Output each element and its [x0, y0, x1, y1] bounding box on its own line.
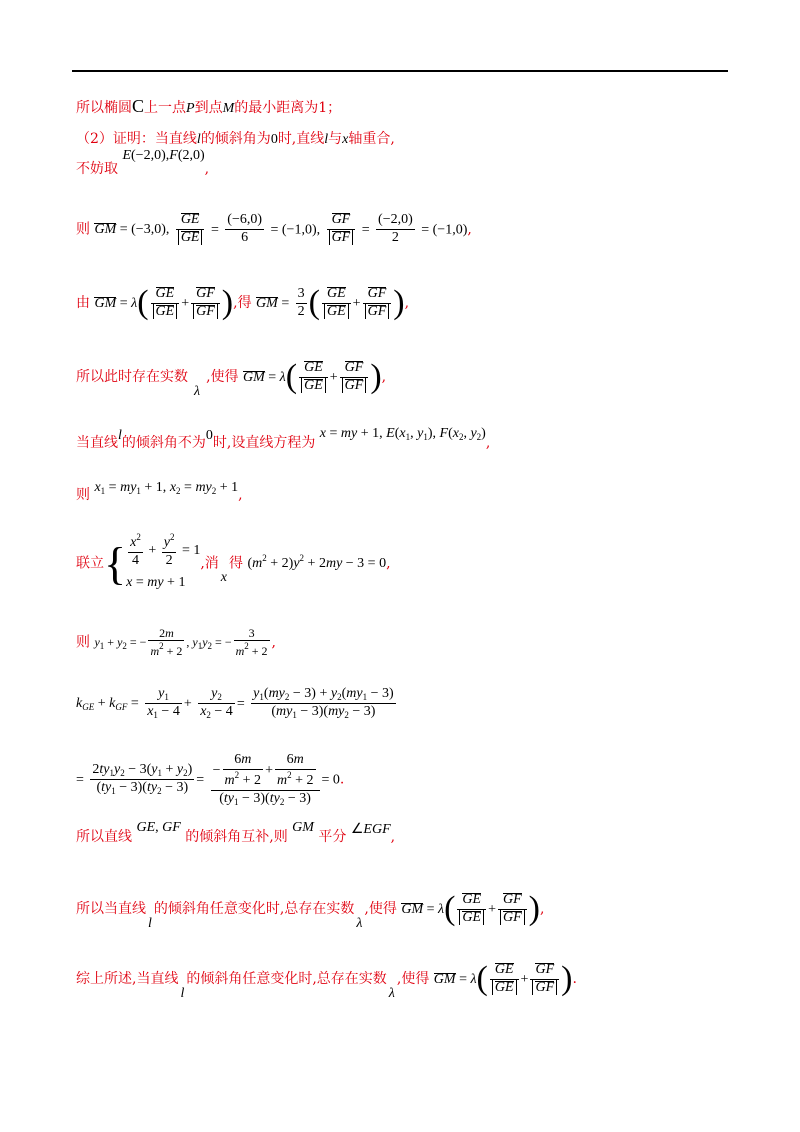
text-span: 不妨取 [76, 161, 118, 177]
text-span: 时,设直线方程为 [212, 435, 316, 451]
text-span: （2）证明：当直线 [76, 131, 197, 147]
text-span: 则 [76, 487, 90, 503]
text-span: 得 [229, 555, 244, 572]
text-span: 的倾斜角不为 [121, 435, 206, 451]
text-span: 所以椭圆 [76, 100, 132, 116]
line-6: 所以此时存在实数λ,使得 GM = λ( $\frac{GE}{GE}$ + $\frac{GF}{GF}$ ), [76, 358, 387, 399]
text-span: ,消 [200, 555, 219, 572]
text-span: 的倾斜角任意变化时,总存在实数 [186, 971, 387, 987]
line-13: 所以直线 GE, GF 的倾斜角互补,则 GM 平分 ∠EGF, [76, 820, 396, 845]
line-15: 综上所述,当直线l的倾斜角任意变化时,总存在实数λ,使得 GM = λ( $\frac{GE}{GE}$ + $\frac{GF}{GF}$ ). [76, 960, 577, 1001]
line-5: 由 GM = λ( $\frac{GE}{GE}$ + $\frac{GF}{GF}$ ),得 GM = $\frac{3}{2}$ ( $\frac{GE}{GE}$ + $\frac{GF}{GF}$ ), [76, 284, 410, 321]
text-span: 当直线 [76, 435, 118, 451]
line-12: = $\frac{2ty_1y_2 - 3(y_1 + y_2)}{(ty_1 - 3)(ty_2 - 3)}$ = − $\frac{6m}{m^2 + 2}$ + $\frac{6m}{m^2 + 2}$ $(ty_1 - 3)(ty_2 - 3)$ = 0. [76, 752, 345, 807]
line-14: 所以当直线l的倾斜角任意变化时,总存在实数λ,使得 GM = λ( $\frac{GE}{GE}$ + $\frac{GF}{GF}$ ), [76, 890, 545, 931]
text-span: 到点 [194, 100, 223, 116]
text-span: 则 [76, 221, 90, 238]
line-1: 所以椭圆C上一点P到点M的最小距离为1； [76, 96, 342, 116]
header-rule [72, 70, 728, 72]
text-span: ,使得 [396, 971, 430, 987]
text-span: ,得 [233, 295, 252, 311]
line-7: 当直线l的倾斜角不为0时,设直线方程为 x = my + 1, $E(x_1$, $y_1$), $F(x_2$, $y_2$), [76, 426, 491, 451]
line-11: $k_{GE} + k_{GF}$ = $\frac{y_1}{x_1 - 4}$ + $\frac{y_2}{x_2 - 4}$ = $\frac{y_1(my_2 - 3) + y_2(my_1 - 3)}{(my_1 - 3)(my_2 - 3)}$ [76, 686, 394, 720]
text-span: 轴重合, [348, 131, 395, 147]
line-3: 不妨取 E(−2,0),F(2,0), [76, 148, 210, 177]
line-4: 则 GM = (−3,0), $\frac{GE}{GE}$ = $\frac{(-6,0)}{6}$ = (−1,0), $\frac{GF}{GF}$ = $\frac{(-2,0)}{2}$ = (−1,0), [76, 212, 472, 245]
text-span: 与 [328, 131, 343, 147]
line-2: （2）证明：当直线l的倾斜角为0时,直线l与x轴重合, [76, 131, 395, 147]
line-8: 则 $x_1 = my_1 + 1$, $x_2 = my_2 + 1$, [76, 480, 243, 503]
text-span: ,使得 [206, 369, 239, 385]
text-span: 平分 [318, 829, 347, 845]
text-span: 的倾斜角任意变化时,总存在实数 [153, 901, 355, 917]
text-span: 所以直线 [76, 829, 132, 845]
line-10: 则 $y_1 + y_2$ = − $\frac{2m}{m^2 + 2}$ , $y_1y_2$ = − $\frac{3}{m^2 + 2}$ , [76, 626, 276, 659]
text-span: 由 [76, 295, 90, 311]
text-span: 的倾斜角为 [200, 131, 271, 147]
text-span: 所以此时存在实数 [76, 369, 188, 385]
text-span: 的倾斜角互补,则 [185, 829, 288, 845]
text-span: 上一点 [144, 100, 187, 116]
text-span: ,使得 [364, 901, 397, 917]
text-span: 时,直线 [277, 131, 325, 147]
text-span: 综上所述,当直线 [76, 971, 179, 987]
text-span: 的最小距离为1； [234, 100, 342, 116]
line-9: 联立{ $\frac{x^2}{4}$ + $\frac{y^2}{2}$ = 1 x = my + 1 ,消x得 $(m^2 + 2)y^2 + 2my - 3 = 0$, [76, 532, 391, 590]
text-span: 所以当直线 [76, 901, 146, 917]
text-span: 联立 [76, 555, 104, 572]
text-span: 则 [76, 634, 90, 651]
